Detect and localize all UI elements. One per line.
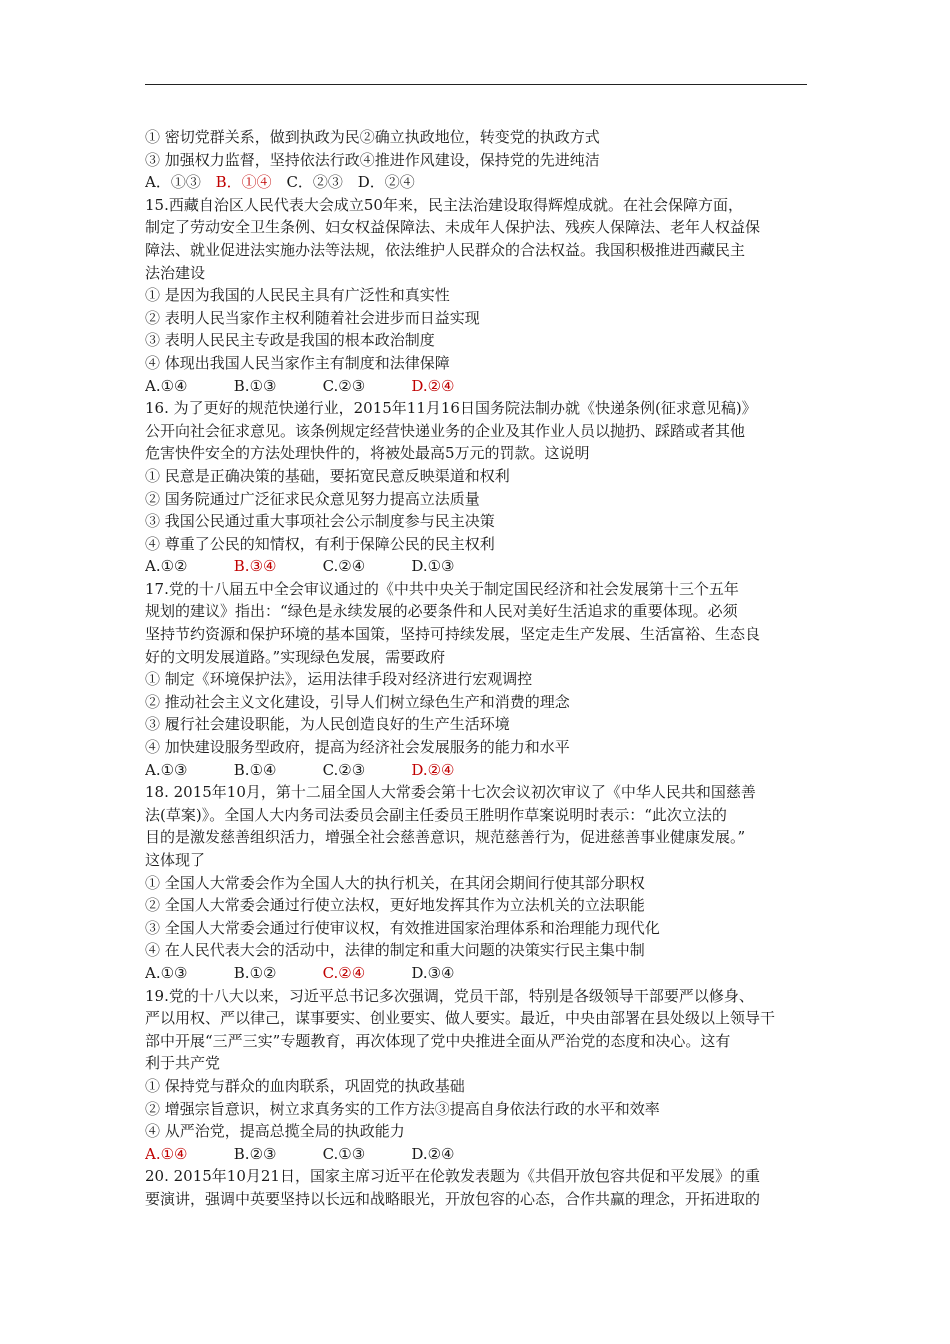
q17-choice-line: ④ 加快建设服务型政府，提高为经济社会发展服务的能力和水平 [145,738,570,757]
answer-option-b: B.①③ [233,376,277,395]
q15-choice-line: ② 表明人民当家作主权利随着社会进步而日益实现 [145,308,480,327]
q15-stem-line: 15.西藏自治区人民代表大会成立50年来，民主法治建设取得辉煌成就。在社会保障方面， [145,195,743,214]
q16-stem-line: 公开向社会征求意见。该条例规定经营快递业务的企业及其作业人员以抛扔、踩踏或者其他 [145,421,746,440]
answer-option-b: B.②③ [233,1144,277,1163]
q17-answers [145,759,810,782]
answer-option-d-correct: D.②④ [411,376,455,395]
q19-stem-line: 19.党的十八大以来，习近平总书记多次强调，党员干部，特别是各级领导干部要严以修身、 [145,986,754,1005]
answer-option-d: D.③④ [411,963,455,982]
q19-choice-line: ④ 从严治党，提高总揽全局的执政能力 [145,1122,405,1141]
q20-stem-line: 要演讲，强调中英要坚持以长远和战略眼光，开放包容的心态，合作共赢的理念，开拓进取的 [145,1189,761,1208]
answer-option-d: D.②④ [411,1144,455,1163]
answer-option-d-correct: D.②④ [411,760,455,779]
q18-choice-line: ① 全国人大常委会作为全国人大的执行机关，在其闭会期间行使其部分职权 [145,873,645,892]
answer-option-a: A.①② [145,557,188,576]
q17-stem-line: 17.党的十八届五中全会审议通过的《中共中央关于制定国民经济和社会发展第十三个五年 [145,579,739,598]
q16-stem-line: 危害快件安全的方法处理快件的，将被处最高5万元的罚款。这说明 [145,444,590,463]
answer-option-b-correct: B．①④ [215,173,272,192]
q19-answers [145,1143,810,1166]
q14-answers [145,171,810,194]
answer-option-c: C.②④ [322,557,366,576]
q19-stem-line: 严以用权、严以律己，谋事要实、创业要实、做人要实。最近，中央由部署在县处级以上领导干 [145,1009,776,1028]
q15-stem-line: 制定了劳动安全卫生条例、妇女权益保障法、未成年人保护法、残疾人保障法、老年人权益保 [145,218,761,237]
q19-choice-line: ② 增强宗旨意识，树立求真务实的工作方法③提高自身依法行政的水平和效率 [145,1099,660,1118]
answer-option-a: A.①③ [145,963,188,982]
answer-option-d: D.①③ [411,557,455,576]
q15-stem-line: 法治建设 [145,263,206,282]
q15-answers [145,375,810,398]
q18-stem-line: 法(草案)》。全国人大内务司法委员会副主任委员王胜明作草案说明时表示：“此次立法的 [145,805,727,824]
q18-stem-line: 这体现了 [145,851,206,869]
header-rule [145,84,807,85]
q17-stem-line: 规划的建议》指出：“绿色是永续发展的必要条件和人民对美好生活追求的重要体现。必须 [145,602,738,621]
answer-option-c: C.②③ [322,760,366,779]
q16-choice-line: ④ 尊重了公民的知情权，有利于保障公民的民主权利 [145,534,495,553]
q18-choice-line: ④ 在人民代表大会的活动中，法律的制定和重大问题的决策实行民主集中制 [145,941,645,960]
q19-stem-line: 部中开展“三严三实”专题教育，再次体现了党中央推进全面从严治党的态度和决心。这有 [145,1031,731,1050]
q16-choice-line: ③ 我国公民通过重大事项社会公示制度参与民主决策 [145,512,495,531]
q15-choice-line: ③ 表明人民民主专政是我国的根本政治制度 [145,331,435,350]
q18-choice-line: ② 全国人大常委会通过行使立法权，更好地发挥其作为立法机关的立法职能 [145,896,645,915]
q18-answers [145,962,810,985]
answer-option-c-correct: C.②④ [322,963,366,982]
q18-choice-line: ③ 全国人大常委会通过行使审议权，有效推进国家治理体系和治理能力现代化 [145,918,660,937]
answer-option-a: A．①③ [145,173,201,192]
answer-option-a: A.①③ [145,760,188,779]
q20-stem-line: 20. 2015年10月21日，国家主席习近平在伦敦发表题为《共倡开放包容共促和平发展》的重 [145,1167,760,1186]
q16-stem-line: 16. 为了更好的规范快递行业，2015年11月16日国务院法制办就《快递条例(征求意见稿)》 [145,399,757,418]
q19-choice-line: ① 保持党与群众的血肉联系，巩固党的执政基础 [145,1076,465,1095]
answer-option-c: C.②③ [322,376,366,395]
answer-option-b: B.①④ [233,760,277,779]
answer-option-c: C.①③ [322,1144,366,1163]
q15-stem-line: 障法、就业促进法实施办法等法规，依法维护人民群众的合法权益。我国积极推进西藏民主 [145,240,746,259]
q14-choice-line: ① 密切党群关系，做到执政为民②确立执政地位，转变党的执政方式 [145,128,600,146]
answer-option-b: B.①② [233,963,277,982]
q18-stem-line: 18. 2015年10月，第十二届全国人大常委会第十七次会议初次审议了《中华人民共和国慈善 [145,783,756,802]
q15-choice-line: ① 是因为我国的人民民主具有广泛性和真实性 [145,286,450,305]
q16-choice-line: ② 国务院通过广泛征求民众意见努力提高立法质量 [145,489,480,508]
q15-choice-line: ④ 体现出我国人民当家作主有制度和法律保障 [145,353,450,372]
q16-answers [145,555,810,578]
q18-stem-line: 目的是激发慈善组织活力，增强全社会慈善意识，规范慈善行为，促进慈善事业健康发展。” [145,828,746,847]
q17-stem-line: 坚持节约资源和保护环境的基本国策，坚持可持续发展，坚定走生产发展、生活富裕、生态良 [145,625,761,644]
answer-option-b-correct: B.③④ [233,557,277,576]
q17-stem-line: 好的文明发展道路。”实现绿色发展，需要政府 [145,647,446,666]
q16-choice-line: ① 民意是正确决策的基础，要拓宽民意反映渠道和权利 [145,466,510,485]
answer-option-d: D．②④ [357,173,415,192]
answer-option-a-correct: A.①④ [145,1144,188,1163]
answer-option-c: C．②③ [286,173,343,192]
q14-choice-line: ③ 加强权力监督，坚持依法行政④推进作风建设，保持党的先进纯洁 [145,150,600,169]
question-content [145,126,810,1211]
q19-stem-line: 利于共产党 [145,1054,221,1073]
q17-choice-line: ③ 履行社会建设职能，为人民创造良好的生产生活环境 [145,715,510,734]
q17-choice-line: ② 推动社会主义文化建设，引导人们树立绿色生产和消费的理念 [145,692,570,711]
answer-option-a: A.①④ [145,376,188,395]
q17-choice-line: ① 制定《环境保护法》，运用法律手段对经济进行宏观调控 [145,670,533,689]
